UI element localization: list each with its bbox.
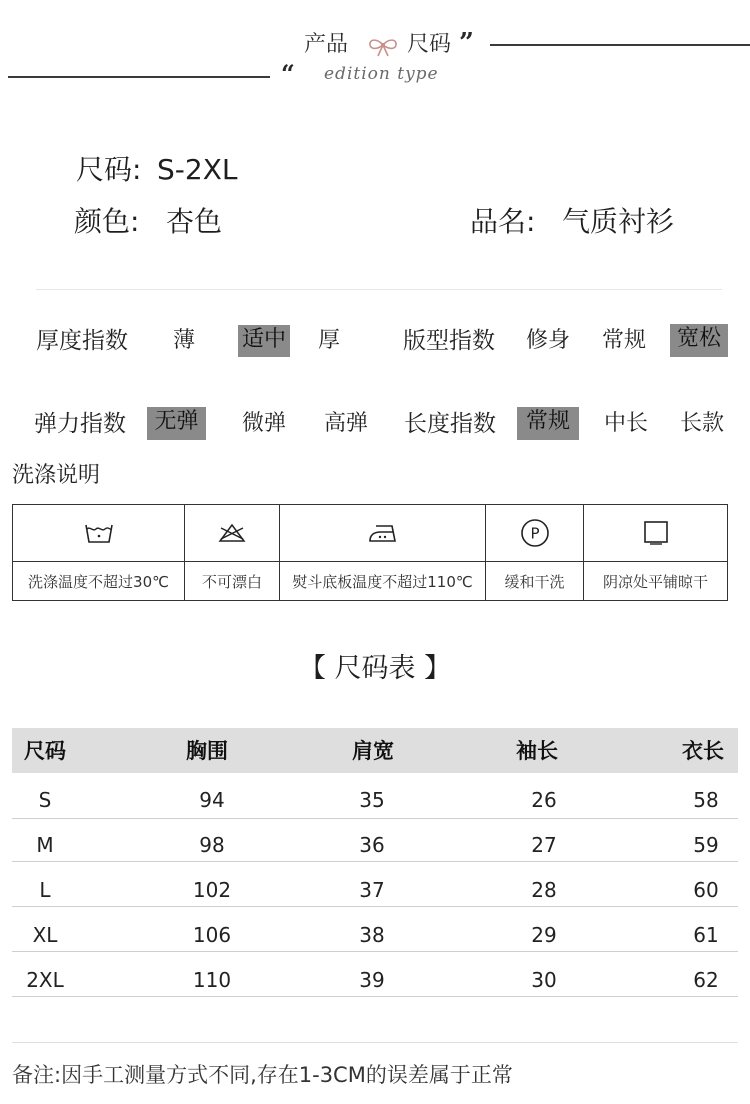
length-index-label: 长度指数 xyxy=(404,411,496,437)
elasticity-option-high: 高弹 xyxy=(323,411,368,436)
no-bleach-text: 不可漂白 xyxy=(201,572,262,591)
wash-cell-dry xyxy=(584,505,727,600)
wash-tub-icon xyxy=(84,521,114,545)
table-row-3-chest: 106 xyxy=(192,923,232,947)
table-row-4-sleeve: 30 xyxy=(531,968,557,992)
color-label: 颜色: xyxy=(74,205,140,238)
table-row-1-size: M xyxy=(36,833,54,857)
bow-icon xyxy=(366,36,400,58)
elasticity-option-none-selected: 无弹 xyxy=(147,407,206,440)
fit-option-regular: 常规 xyxy=(601,328,646,353)
size-table-title: 【 尺码表 】 xyxy=(298,653,452,684)
table-row-4-shoulder: 39 xyxy=(359,968,385,992)
table-row-1-shoulder: 36 xyxy=(359,833,385,857)
row-divider xyxy=(12,996,738,997)
col-header-size: 尺码 xyxy=(24,739,66,763)
dry-clean-letter: P xyxy=(529,524,540,543)
fit-index-label: 版型指数 xyxy=(403,328,495,354)
header-subtitle: edition type xyxy=(324,64,439,84)
wash-cell-bleach xyxy=(185,505,280,600)
elasticity-option-slight: 微弹 xyxy=(241,411,286,436)
no-bleach-icon xyxy=(217,522,247,544)
table-row-3-size: XL xyxy=(32,923,58,947)
open-quote-mark: “ xyxy=(281,59,295,88)
table-row-0-length: 58 xyxy=(693,788,719,812)
table-row-3-shoulder: 38 xyxy=(359,923,385,947)
col-header-chest: 胸围 xyxy=(186,739,228,763)
table-row-4-chest: 110 xyxy=(192,968,232,992)
length-option-regular-selected: 常规 xyxy=(517,407,579,440)
row-divider xyxy=(12,951,738,952)
col-header-shoulder: 肩宽 xyxy=(352,739,394,763)
header-title-left: 产品 xyxy=(304,32,349,57)
size-label: 尺码: xyxy=(76,153,142,186)
header-rule-left xyxy=(8,76,270,78)
table-row-2-size: L xyxy=(39,878,51,902)
section-divider xyxy=(36,289,722,290)
table-row-2-length: 60 xyxy=(693,878,719,902)
header-title-right: 尺码 xyxy=(407,32,452,57)
size-value: S-2XL xyxy=(157,153,238,186)
table-row-1-chest: 98 xyxy=(199,833,225,857)
length-option-long: 长款 xyxy=(679,411,724,436)
footer-divider xyxy=(12,1042,738,1043)
length-option-midi: 中长 xyxy=(603,411,648,436)
wash-cell-iron xyxy=(280,505,486,600)
dry-clean-p-icon xyxy=(520,518,550,548)
table-row-2-chest: 102 xyxy=(192,878,232,902)
table-row-2-shoulder: 37 xyxy=(359,878,385,902)
table-row-0-chest: 94 xyxy=(199,788,225,812)
table-row-0-size: S xyxy=(38,788,52,812)
fit-option-loose-selected: 宽松 xyxy=(670,324,728,357)
thickness-option-thin: 薄 xyxy=(172,328,195,353)
table-row-4-size: 2XL xyxy=(26,968,64,992)
dry-flat-text: 阴凉处平铺晾干 xyxy=(602,572,708,591)
wash-title: 洗涤说明 xyxy=(12,463,101,488)
line-dry-icon xyxy=(643,520,669,546)
col-header-sleeve: 袖长 xyxy=(516,739,558,763)
thickness-option-medium-selected: 适中 xyxy=(238,325,290,357)
wash-cell-temperature xyxy=(13,505,185,600)
thickness-option-thick: 厚 xyxy=(317,328,340,353)
row-divider xyxy=(12,861,738,862)
close-quote-mark: ” xyxy=(459,28,474,58)
product-name-label: 品名: xyxy=(470,205,536,238)
table-row-2-sleeve: 28 xyxy=(531,878,557,902)
row-divider xyxy=(12,818,738,819)
table-row-4-length: 62 xyxy=(693,968,719,992)
table-row-1-length: 59 xyxy=(693,833,719,857)
header-rule-right xyxy=(490,44,750,46)
wash-cell-dryclean xyxy=(486,505,584,600)
row-divider xyxy=(12,906,738,907)
iron-text: 熨斗底板温度不超过110℃ xyxy=(292,572,473,591)
wash-temperature-text: 洗涤温度不超过30℃ xyxy=(28,572,169,591)
table-row-1-sleeve: 27 xyxy=(531,833,557,857)
fit-option-slim: 修身 xyxy=(525,328,570,353)
dry-clean-text: 缓和干洗 xyxy=(504,572,565,591)
thickness-index-label: 厚度指数 xyxy=(36,328,128,354)
product-name-value: 气质衬衫 xyxy=(562,205,675,238)
table-row-0-sleeve: 26 xyxy=(531,788,557,812)
table-row-0-shoulder: 35 xyxy=(359,788,385,812)
elasticity-index-label: 弹力指数 xyxy=(34,411,126,437)
table-row-3-length: 61 xyxy=(693,923,719,947)
wash-instructions-table xyxy=(12,504,728,601)
table-row-3-sleeve: 29 xyxy=(531,923,557,947)
col-header-length: 衣长 xyxy=(682,739,724,763)
iron-icon xyxy=(367,522,399,544)
measurement-note: 备注:因手工测量方式不同,存在1-3CM的误差属于正常 xyxy=(12,1063,513,1087)
color-value: 杏色 xyxy=(166,205,223,238)
